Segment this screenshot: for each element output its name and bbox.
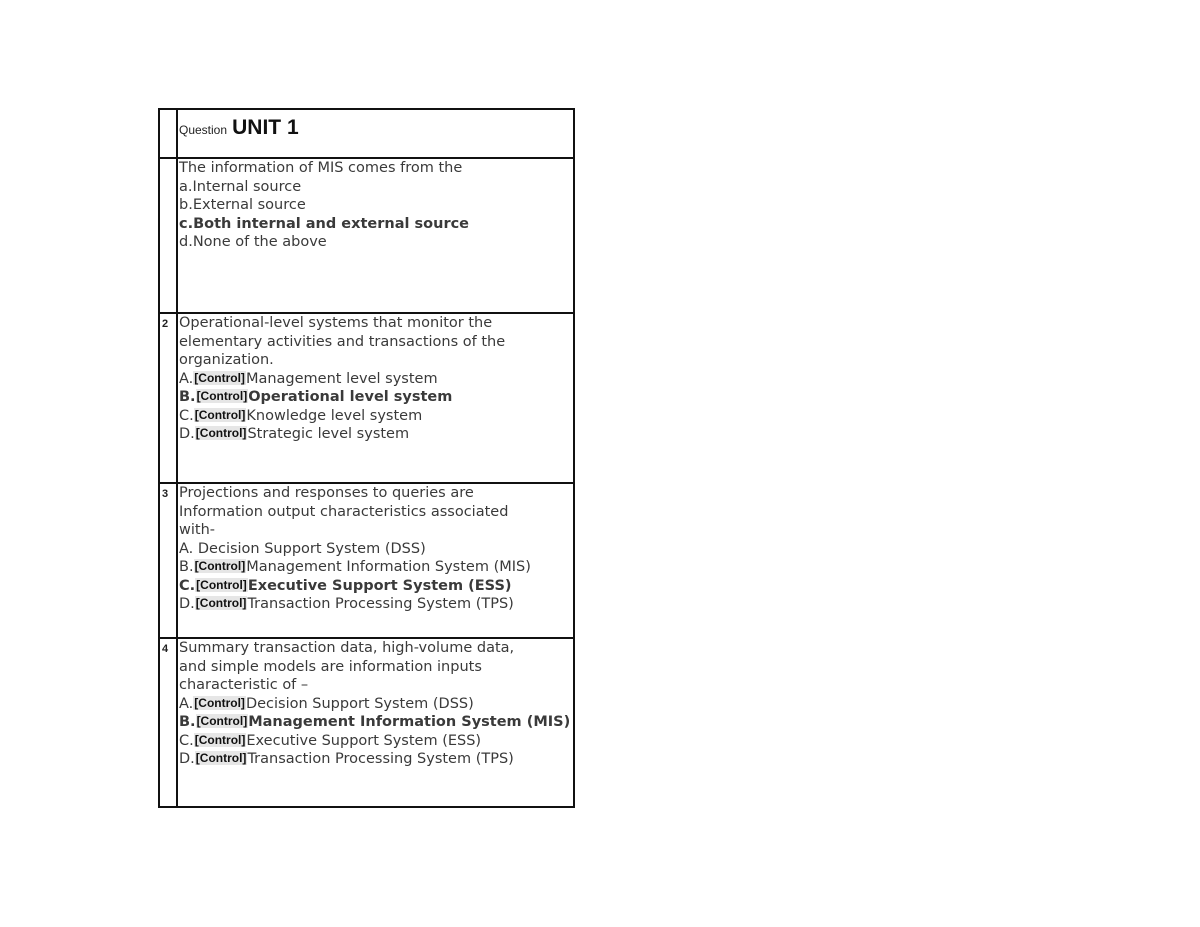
question-row xyxy=(159,313,574,483)
option-d: d.None of the above xyxy=(179,234,327,250)
option-c: C.[Control]Knowledge level system xyxy=(179,407,423,424)
option-c-answer: C.[Control]Executive Support System (ESS) xyxy=(179,577,512,594)
control-tag: [Control] xyxy=(196,714,248,728)
header-number-cell[interactable] xyxy=(159,109,177,158)
question-number[interactable]: 3 xyxy=(159,483,177,638)
question-cell[interactable] xyxy=(177,158,574,313)
header-row xyxy=(159,109,574,158)
option-d: D.[Control]Transaction Processing System (TPS) xyxy=(179,751,514,767)
question-number[interactable] xyxy=(159,158,177,313)
option-d: D.[Control]Strategic level system xyxy=(179,426,410,442)
question-text-line: Summary transaction data, high-volume data, xyxy=(179,640,515,656)
control-tag: [Control] xyxy=(195,426,247,440)
option-a: A.[Control]Management level system xyxy=(179,370,438,387)
question-table xyxy=(158,108,575,808)
question-text-line: organization. xyxy=(179,352,274,368)
question-cell[interactable] xyxy=(177,638,574,807)
question-text-line: Operational-level systems that monitor the xyxy=(179,315,493,331)
option-a: A.[Control]Decision Support System (DSS) xyxy=(179,695,474,712)
question-cell[interactable] xyxy=(177,483,574,638)
question-number[interactable]: 4 xyxy=(159,638,177,807)
question-cell[interactable] xyxy=(177,313,574,483)
option-c-answer: c.Both internal and external source xyxy=(179,215,470,232)
question-text-line: Projections and responses to queries are xyxy=(179,485,474,501)
question-text-line: elementary activities and transactions of the xyxy=(179,333,506,350)
question-row xyxy=(159,638,574,807)
control-tag: [Control] xyxy=(194,695,245,710)
option-d: D.[Control]Transaction Processing System (TPS) xyxy=(179,596,514,612)
header-unit-title: UNIT 1 xyxy=(232,116,299,139)
question-text-line: Information output characteristics associated xyxy=(179,503,509,520)
control-tag: [Control] xyxy=(194,559,246,573)
option-b-answer: B.[Control]Operational level system xyxy=(179,389,453,405)
header-question-label: Question xyxy=(179,123,228,137)
option-a: A. Decision Support System (DSS) xyxy=(179,540,426,557)
question-row xyxy=(159,483,574,638)
question-text-line: with- xyxy=(179,522,215,538)
question-number[interactable]: 2 xyxy=(159,313,177,483)
control-tag: [Control] xyxy=(194,370,245,385)
control-tag: [Control] xyxy=(194,732,246,747)
question-text: The information of MIS comes from the xyxy=(179,160,463,176)
option-a: a.Internal source xyxy=(179,178,302,195)
header-cell[interactable] xyxy=(177,109,574,158)
control-tag: [Control] xyxy=(194,407,246,422)
question-text-line: and simple models are information inputs xyxy=(179,658,482,675)
option-b: B.[Control]Management Information System (MIS) xyxy=(179,559,531,575)
control-tag: [Control] xyxy=(195,596,247,610)
control-tag: [Control] xyxy=(196,577,247,592)
question-row xyxy=(159,158,574,313)
option-c: C.[Control]Executive Support System (ESS) xyxy=(179,732,482,749)
option-b-answer: B.[Control]Management Information System (MIS) xyxy=(179,714,571,730)
control-tag: [Control] xyxy=(196,389,248,403)
question-text-line: characteristic of – xyxy=(179,677,309,693)
option-b: b.External source xyxy=(179,197,306,213)
control-tag: [Control] xyxy=(195,751,247,765)
